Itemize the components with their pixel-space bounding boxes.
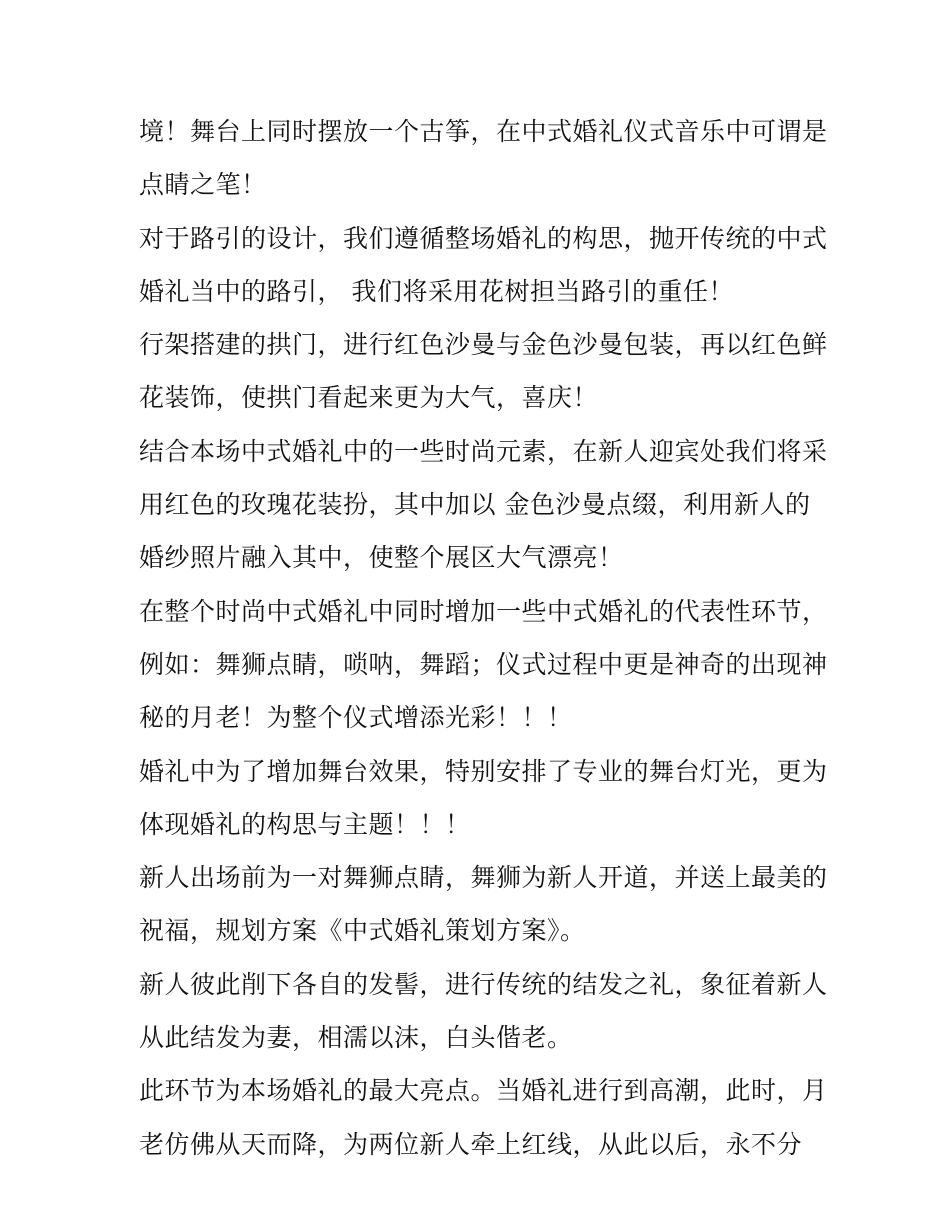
text-line: 婚礼当中的路引， 我们将采用花树担当路引的重任！: [139, 276, 734, 306]
text-line: 行架搭建的拱门，进行红色沙曼与金色沙曼包装，再以红色鲜: [139, 330, 828, 360]
text-line: 点睛之笔！: [139, 170, 267, 200]
document-body: [139, 105, 828, 1171]
text-line: 新人彼此削下各自的发髻，进行传统的结发之礼，象征着新人: [139, 969, 828, 999]
text-line: 体现婚礼的构思与主题！！！: [139, 809, 471, 839]
text-line: 境！舞台上同时摆放一个古筝，在中式婚礼仪式音乐中可谓是: [139, 117, 828, 146]
text-line: 秘的月老！为整个仪式增添光彩！！！: [139, 703, 573, 733]
text-line: 老仿佛从天而降，为两位新人牵上红线，从此以后，永不分: [139, 1129, 803, 1159]
text-line: 此环节为本场婚礼的最大亮点。当婚礼进行到高潮，此时，月: [139, 1076, 828, 1106]
text-line: 新人出场前为一对舞狮点睛，舞狮为新人开道，并送上最美的: [139, 863, 828, 893]
text-line: 花装饰，使拱门看起来更为大气，喜庆！: [139, 383, 599, 413]
text-line: 祝福，规划方案《中式婚礼策划方案》。: [139, 916, 586, 946]
text-line: 从此结发为妻，相濡以沫，白头偕老。: [139, 1023, 573, 1053]
text-line: 婚纱照片融入其中，使整个展区大气漂亮！: [139, 543, 624, 573]
text-line: 结合本场中式婚礼中的一些时尚元素，在新人迎宾处我们将采: [139, 436, 828, 466]
text-line: 例如：舞狮点睛，唢呐，舞蹈；仪式过程中更是神奇的出现神: [139, 649, 828, 679]
text-line: 在整个时尚中式婚礼中同时增加一些中式婚礼的代表性环节，: [139, 596, 828, 626]
text-line: 婚礼中为了增加舞台效果，特别安排了专业的舞台灯光，更为: [139, 756, 828, 786]
text-line: 用红色的玫瑰花装扮，其中加以 金色沙曼点缀，利用新人的: [139, 490, 811, 520]
text-line: 对于路引的设计，我们遵循整场婚礼的构思，抛开传统的中式: [139, 223, 828, 253]
